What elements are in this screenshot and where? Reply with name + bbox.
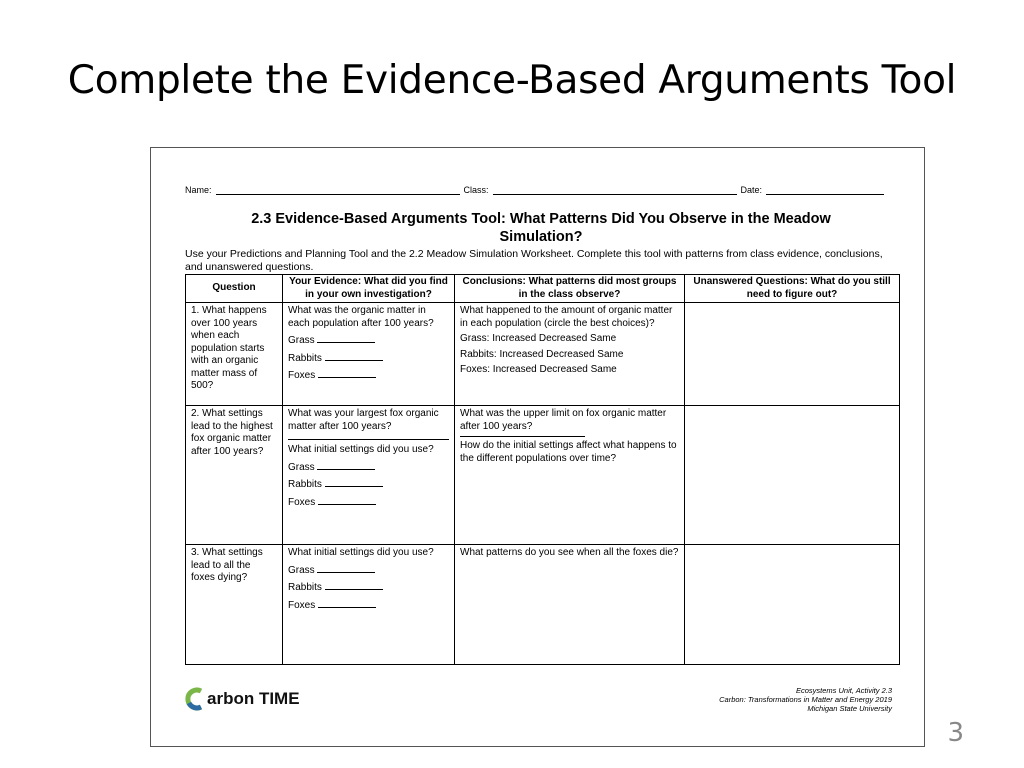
header-conclusions: Conclusions: What patterns did most groups in the class observe? [455,275,685,303]
answer-blank [318,598,376,608]
table-header-row [186,275,900,303]
logo-text: arbon TIME [207,689,300,708]
carbon-logo-icon [185,686,205,712]
question-cell [186,406,283,545]
table-row [186,303,900,406]
grass-label: Grass [288,564,315,576]
conclusion-rabbits: Rabbits: Increased Decreased Same [460,348,624,360]
conclusion-prompt: What was the upper limit on fox organic matter after 100 years? [460,408,667,432]
date-label: Date: [740,185,763,195]
question-cell [186,303,283,406]
question-cell [186,545,283,665]
foxes-entry [288,598,449,613]
header-evidence: Your Evidence: What did you find in your own investigation? [283,275,455,303]
date-blank [766,186,884,195]
answer-blank [317,460,375,470]
grass-label: Grass [288,461,315,473]
evidence-cell [283,545,455,665]
answer-blank [325,477,383,487]
credits-line-1: Ecosystems Unit, Activity 2.3 [796,686,892,695]
table-row [186,406,900,545]
answer-blank [317,563,375,573]
answer-blank [318,368,376,378]
rabbits-label: Rabbits [288,352,322,364]
grass-entry [288,460,449,475]
evidence-table [185,274,900,665]
foxes-label: Foxes [288,370,316,381]
foxes-entry [288,368,449,383]
conclusion-prompt: What patterns do you see when all the foxes die? [460,547,679,558]
conclusion-cell [455,303,685,406]
grass-label: Grass [288,335,315,346]
worksheet-intro: Use your Predictions and Planning Tool and the 2.2 Meadow Simulation Worksheet. Complete this tool with patterns from class evidence, conclusions, and unanswered questions. [185,248,883,273]
evidence-prompt: What initial settings did you use? [288,547,434,558]
conclusion-grass: Grass: Increased Decreased Same [460,333,617,344]
conclusion-cell [455,406,685,545]
foxes-entry [288,495,449,510]
evidence-prompt: What was the organic matter in each population after 100 years? [288,305,434,329]
conclusion-cell [455,545,685,665]
answer-blank [318,495,376,505]
header-unanswered: Unanswered Questions: What do you still need to figure out? [685,275,900,303]
slide-title: Complete the Evidence-Based Arguments Tool [67,58,957,103]
evidence-cell [283,406,455,545]
unanswered-cell [685,545,900,665]
unanswered-cell [685,303,900,406]
worksheet-image [150,147,925,747]
answer-blank [325,580,383,590]
evidence-prompt: What was your largest fox organic matter after 100 years? [288,408,439,432]
rabbits-entry [288,477,449,492]
credits-line-3: Michigan State University [807,704,892,713]
table-row [186,545,900,665]
foxes-label: Foxes [288,496,316,508]
name-blank [216,186,460,195]
rabbits-label: Rabbits [288,582,322,593]
unanswered-cell [685,406,900,545]
slide-page-number: 3 [947,718,964,748]
answer-blank [317,333,375,343]
class-blank [493,186,737,195]
class-label: Class: [463,185,489,195]
rabbits-entry [288,580,449,595]
name-label: Name: [185,185,212,195]
credits-line-2: Carbon: Transformations in Matter and Energy 2019 [719,695,892,704]
foxes-label: Foxes [288,599,316,611]
question-text: 1. What happens over 100 years when each population starts with an organic matter mass of 500? [191,305,267,391]
answer-blank [460,433,585,437]
answer-blank [288,439,449,440]
evidence-cell [283,303,455,406]
carbon-time-logo [185,686,300,712]
conclusion-foxes: Foxes: Increased Decreased Same [460,364,617,375]
question-text: 2. What settings lead to the highest fox organic matter after 100 years? [191,408,273,457]
conclusion-prompt: What happened to the amount of organic matter in each population (circle the best choices)? [460,305,673,329]
credits [719,686,892,713]
answer-blank [325,351,383,361]
rabbits-label: Rabbits [288,479,322,490]
conclusion-prompt-2: How do the initial settings affect what happens to the different populations over time? [460,440,677,464]
header-question: Question [186,275,283,303]
worksheet-title: 2.3 Evidence-Based Arguments Tool: What Patterns Did You Observe in the Meadow Simulation? [251,211,831,245]
grass-entry [288,333,449,348]
question-text: 3. What settings lead to all the foxes dying? [191,547,263,583]
rabbits-entry [288,351,449,366]
grass-entry [288,563,449,578]
name-class-date-line [185,185,895,195]
evidence-prompt-2: What initial settings did you use? [288,444,434,455]
